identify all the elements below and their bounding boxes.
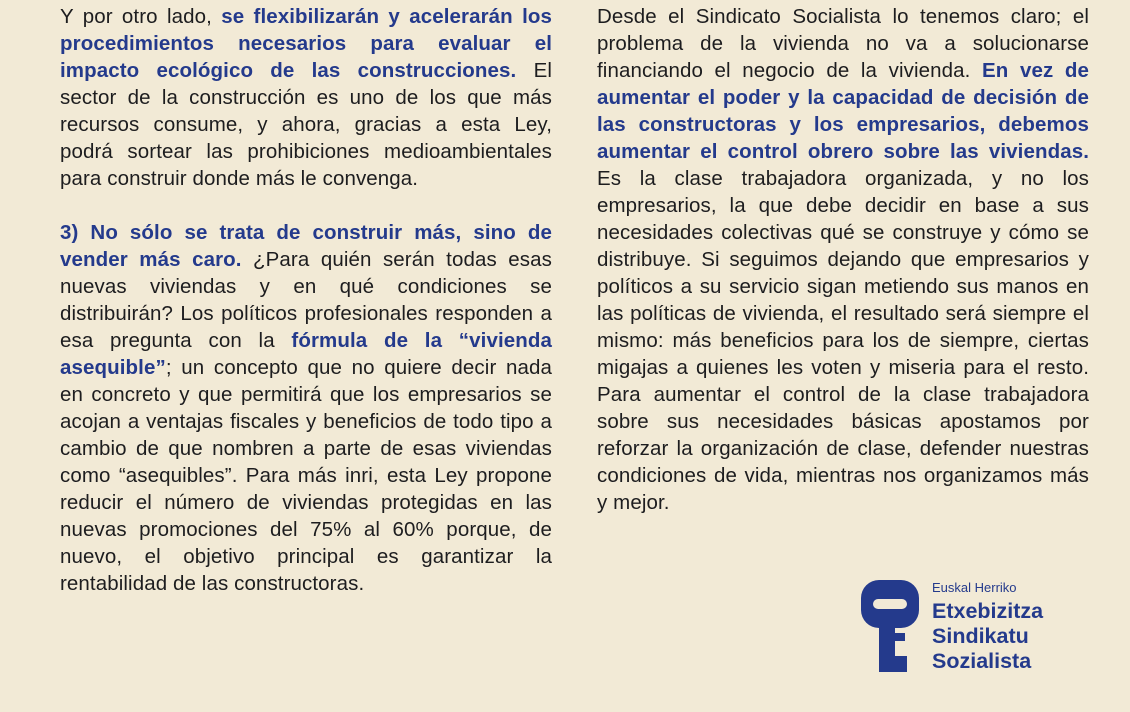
left-p2-text-2: ; un concepto que no quiere decir nada en concreto y que permitirá que los empresarios se acojan a ventajas fiscales y beneficios de todo tipo a cambio de que nombren a parte de esas viviendas como “asequibles”. Para más inri, esta Ley propone reducir el número de viviendas protegidas en las nuevas promociones del 75% al 60% porque, de nuevo, el objetivo principal es garantizar la rentabilidad de las constructoras. bbox=[60, 356, 552, 595]
left-p1-text-1: Y por otro lado, bbox=[60, 5, 222, 28]
logo-line-3: Sozialista bbox=[932, 649, 1032, 673]
left-paragraph-1 bbox=[60, 3, 552, 192]
left-column bbox=[60, 3, 552, 597]
key-icon bbox=[861, 580, 919, 672]
union-logo bbox=[861, 580, 1071, 675]
left-p2-heading: 3) No sólo se trata de construir más, sino de vender más caro. bbox=[60, 221, 552, 271]
left-paragraph-2 bbox=[60, 219, 552, 597]
logo-line-2: Sindikatu bbox=[932, 624, 1029, 648]
right-p1-text-2: Es la clase trabajadora organizada, y no los empresarios, la que debe decidir en base a sus necesidades colectivas qué se construye y cómo se distribuye. Si seguimos dejando que empresarios y políticos a su servicio sigan metiendo sus manos en las políticas de vivienda, el resultado será siempre el mismo: más beneficios para los de siempre, ciertas migajas a quienes les voten y miseria para el resto. Para aumentar el control de la clase trabajadora sobre sus necesidades básicas apostamos por reforzar la organización de clase, defender nuestras condiciones de vida, mientras nos organizamos más y mejor. bbox=[597, 167, 1089, 514]
left-p2-text-1: ¿Para quién serán todas esas nuevas viviendas y en qué condiciones se distribuirán? Los políticos profesionales responden a esa pregunta con la bbox=[60, 248, 552, 352]
logo-subtitle: Euskal Herriko bbox=[932, 580, 1017, 595]
left-p1-text-2: El sector de la construcción es uno de los que más recursos consume, y ahora, gracias a esta Ley, podrá sortear las prohibiciones medioambientales para construir donde más le convenga. bbox=[60, 59, 552, 190]
left-p1-highlight: se flexibilizarán y acelerarán los procedimientos necesarios para evaluar el impacto ecológico de las construcciones. bbox=[60, 5, 552, 82]
right-p1-highlight: En vez de aumentar el poder y la capacidad de decisión de las constructoras y los empresarios, debemos aumentar el control obrero sobre las viviendas. bbox=[597, 59, 1090, 163]
logo-line-1: Etxebizitza bbox=[932, 599, 1044, 623]
left-p2-highlight: fórmula de la “vivienda asequible” bbox=[60, 329, 552, 379]
right-p1-text-1: Desde el Sindicato Socialista lo tenemos claro; el problema de la vivienda no va a solucionarse financiando el negocio de la vivienda. bbox=[597, 5, 1089, 82]
right-column bbox=[597, 3, 1089, 516]
right-paragraph-1 bbox=[597, 3, 1089, 516]
